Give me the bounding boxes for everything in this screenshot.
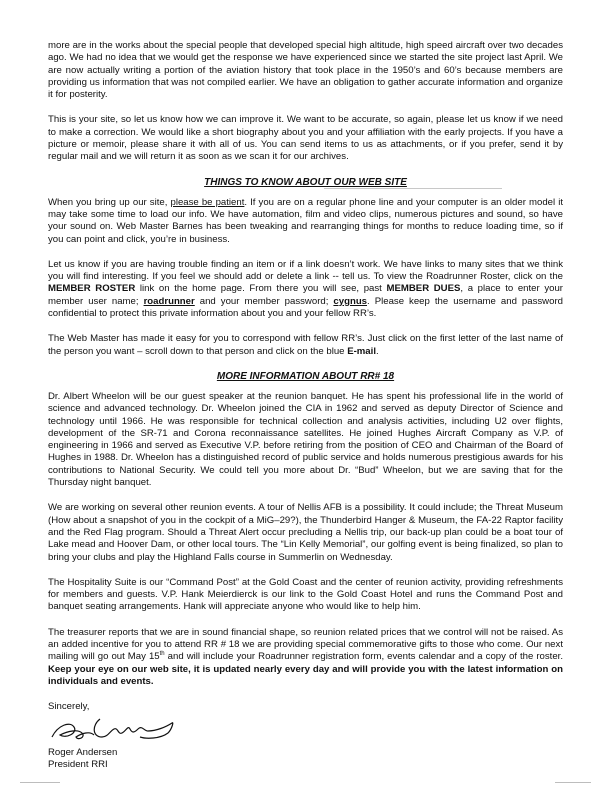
paragraph-treasurer: The treasurer reports that we are in sound financial shape, so reunion related prices that we control will not be raised. As an added incentive for you to attend RR # 18 we are providing special commemorative gifts to those who come. Our next mailing will go out May 15th and will include your Roadrunner registration form, events calendar and a copy of the roster. Keep your eye on our web site, it is updated nearly every day and will provide you with the latest information on individuals and events. xyxy=(48,626,563,687)
email-text: E-mail xyxy=(347,345,376,357)
handwritten-signature xyxy=(48,711,178,745)
footer-rule-left xyxy=(20,782,60,783)
paragraph-reunion-events: We are working on several other reunion events. A tour of Nellis AFB is a possibility. It could include; the Threat Museum (How about a snapshot of you in the cockpit of a MiG–29?), the Thunderbird Hanger & Museum, the FA-22 Raptor facility and the Red Flag program. Should a Threat Alert occur precluding a Nellis trip, our back-up plan could be a boat tour of Lake mead and Hoover Dam, or other local tours. The “Lin Kelly Memorial”, our golfing event is being finalized, so plan to bring your clubs and play the Highland Falls course in Summerlin on Wednesday. xyxy=(48,502,563,563)
signer-title: President RRI xyxy=(48,759,108,771)
please-be-patient-text: please be patient xyxy=(170,196,245,208)
letter-body xyxy=(48,40,563,771)
paragraph-links-roster: Let us know if you are having trouble finding an item or if a link doesn’t work. We have links to many sites that we think you will find interesting. If you feel we should add or delete a link -- tell us. To view the Roadrunner Roster, click on the MEMBER ROSTER link on the home page. From there you will see, past MEMBER DUES, a place to enter your member user name; roadrunner and your member password; cygnus. Please keep the username and password confidential to protect this private information about you and your fellow RR’s. xyxy=(48,258,564,320)
member-dues-text: MEMBER DUES xyxy=(386,283,461,295)
paragraph-intro: more are in the works about the special people that developed special high altitude, high speed aircraft over two decades ago. We had no idea that we would get the response we have experienced since we started the site project last April. We are now actually writing a portion of the aviation history that took place in the 1950’s and 60’s because members are providing us information that was not compiled earlier. We have an obligation to gather accurate information and organize it for posterity. xyxy=(48,40,563,101)
heading-more-information: MORE INFORMATION ABOUT RR# 18 xyxy=(216,370,395,382)
closing: Sincerely, xyxy=(48,701,90,713)
username-text: roadrunner xyxy=(143,295,195,307)
password-text: cygnus xyxy=(333,295,368,307)
paragraph-email: The Web Master has made it easy for you to correspond with fellow RR’s. Just click on the first letter of the last name of the person you want – scroll down to that person and click on the blue E-mail. xyxy=(48,333,563,357)
member-roster-text: MEMBER ROSTER xyxy=(48,283,136,295)
heading-things-to-know: THINGS TO KNOW ABOUT OUR WEB SITE xyxy=(204,176,407,188)
paragraph-your-site: This is your site, so let us know how we can improve it. We want to be accurate, so again, please let us know if we need to make a correction. We would like a short biography about you and your affiliation with the early projects. If you have a picture or memoir, please share it with all of us. You can send items to us as attachments, or if you prefer, send it by regular mail and we will return it as soon as we scan it for our archives. xyxy=(48,114,563,163)
signature-block xyxy=(48,701,563,771)
signer-name: Roger Andersen xyxy=(48,747,118,759)
keep-eye-text: Keep your eye on our web site, it is updated nearly every day and will provide you with the latest information on individuals and events. xyxy=(48,663,563,687)
paragraph-hospitality: The Hospitality Suite is our “Command Post” at the Gold Coast and the center of reunion activity, providing refreshments for members and guests. V.P. Hank Meierdierck is our link to the Gold Coast Hotel and runs the Command Post and banquet seating arrangements. Hank will appreciate anyone who would like to help him. xyxy=(48,576,563,613)
footer-rule-right xyxy=(555,782,591,783)
paragraph-wheelon: Dr. Albert Wheelon will be our guest speaker at the reunion banquet. He has spent his professional life in the world of science and advanced technology. Dr. Wheelon joined the CIA in 1962 and served as deputy Director of Science and technology until 1966. He was responsible for technical collection and analysis activities, including U2 over flights, development of the SR-71 and Corona reconnaissance satellites. He joined Hughes Aircraft Company as V.P. of engineering in 1966 and served as Executive V.P. before retiring from the position of CEO and Chairman of the Board of Hughes in 1988. Dr. Wheelon has a distinguished record of public service and holds numerous prestigious awards for his contributions to National Security. We could tell you more about Dr. “Bud” Wheelon, but we are saving that for the Thursday night banquet. xyxy=(48,390,563,489)
paragraph-be-patient: When you bring up our site, please be patient. If you are on a regular phone line and your computer is an older model it may take some time to load our info. We have automation, film and video clips, numerous pictures and sound, so have your sound on. Web Master Barnes has been tweaking and rearranging things for months to reduce loading time, so if you can point and click, you’re in business. xyxy=(48,196,563,245)
